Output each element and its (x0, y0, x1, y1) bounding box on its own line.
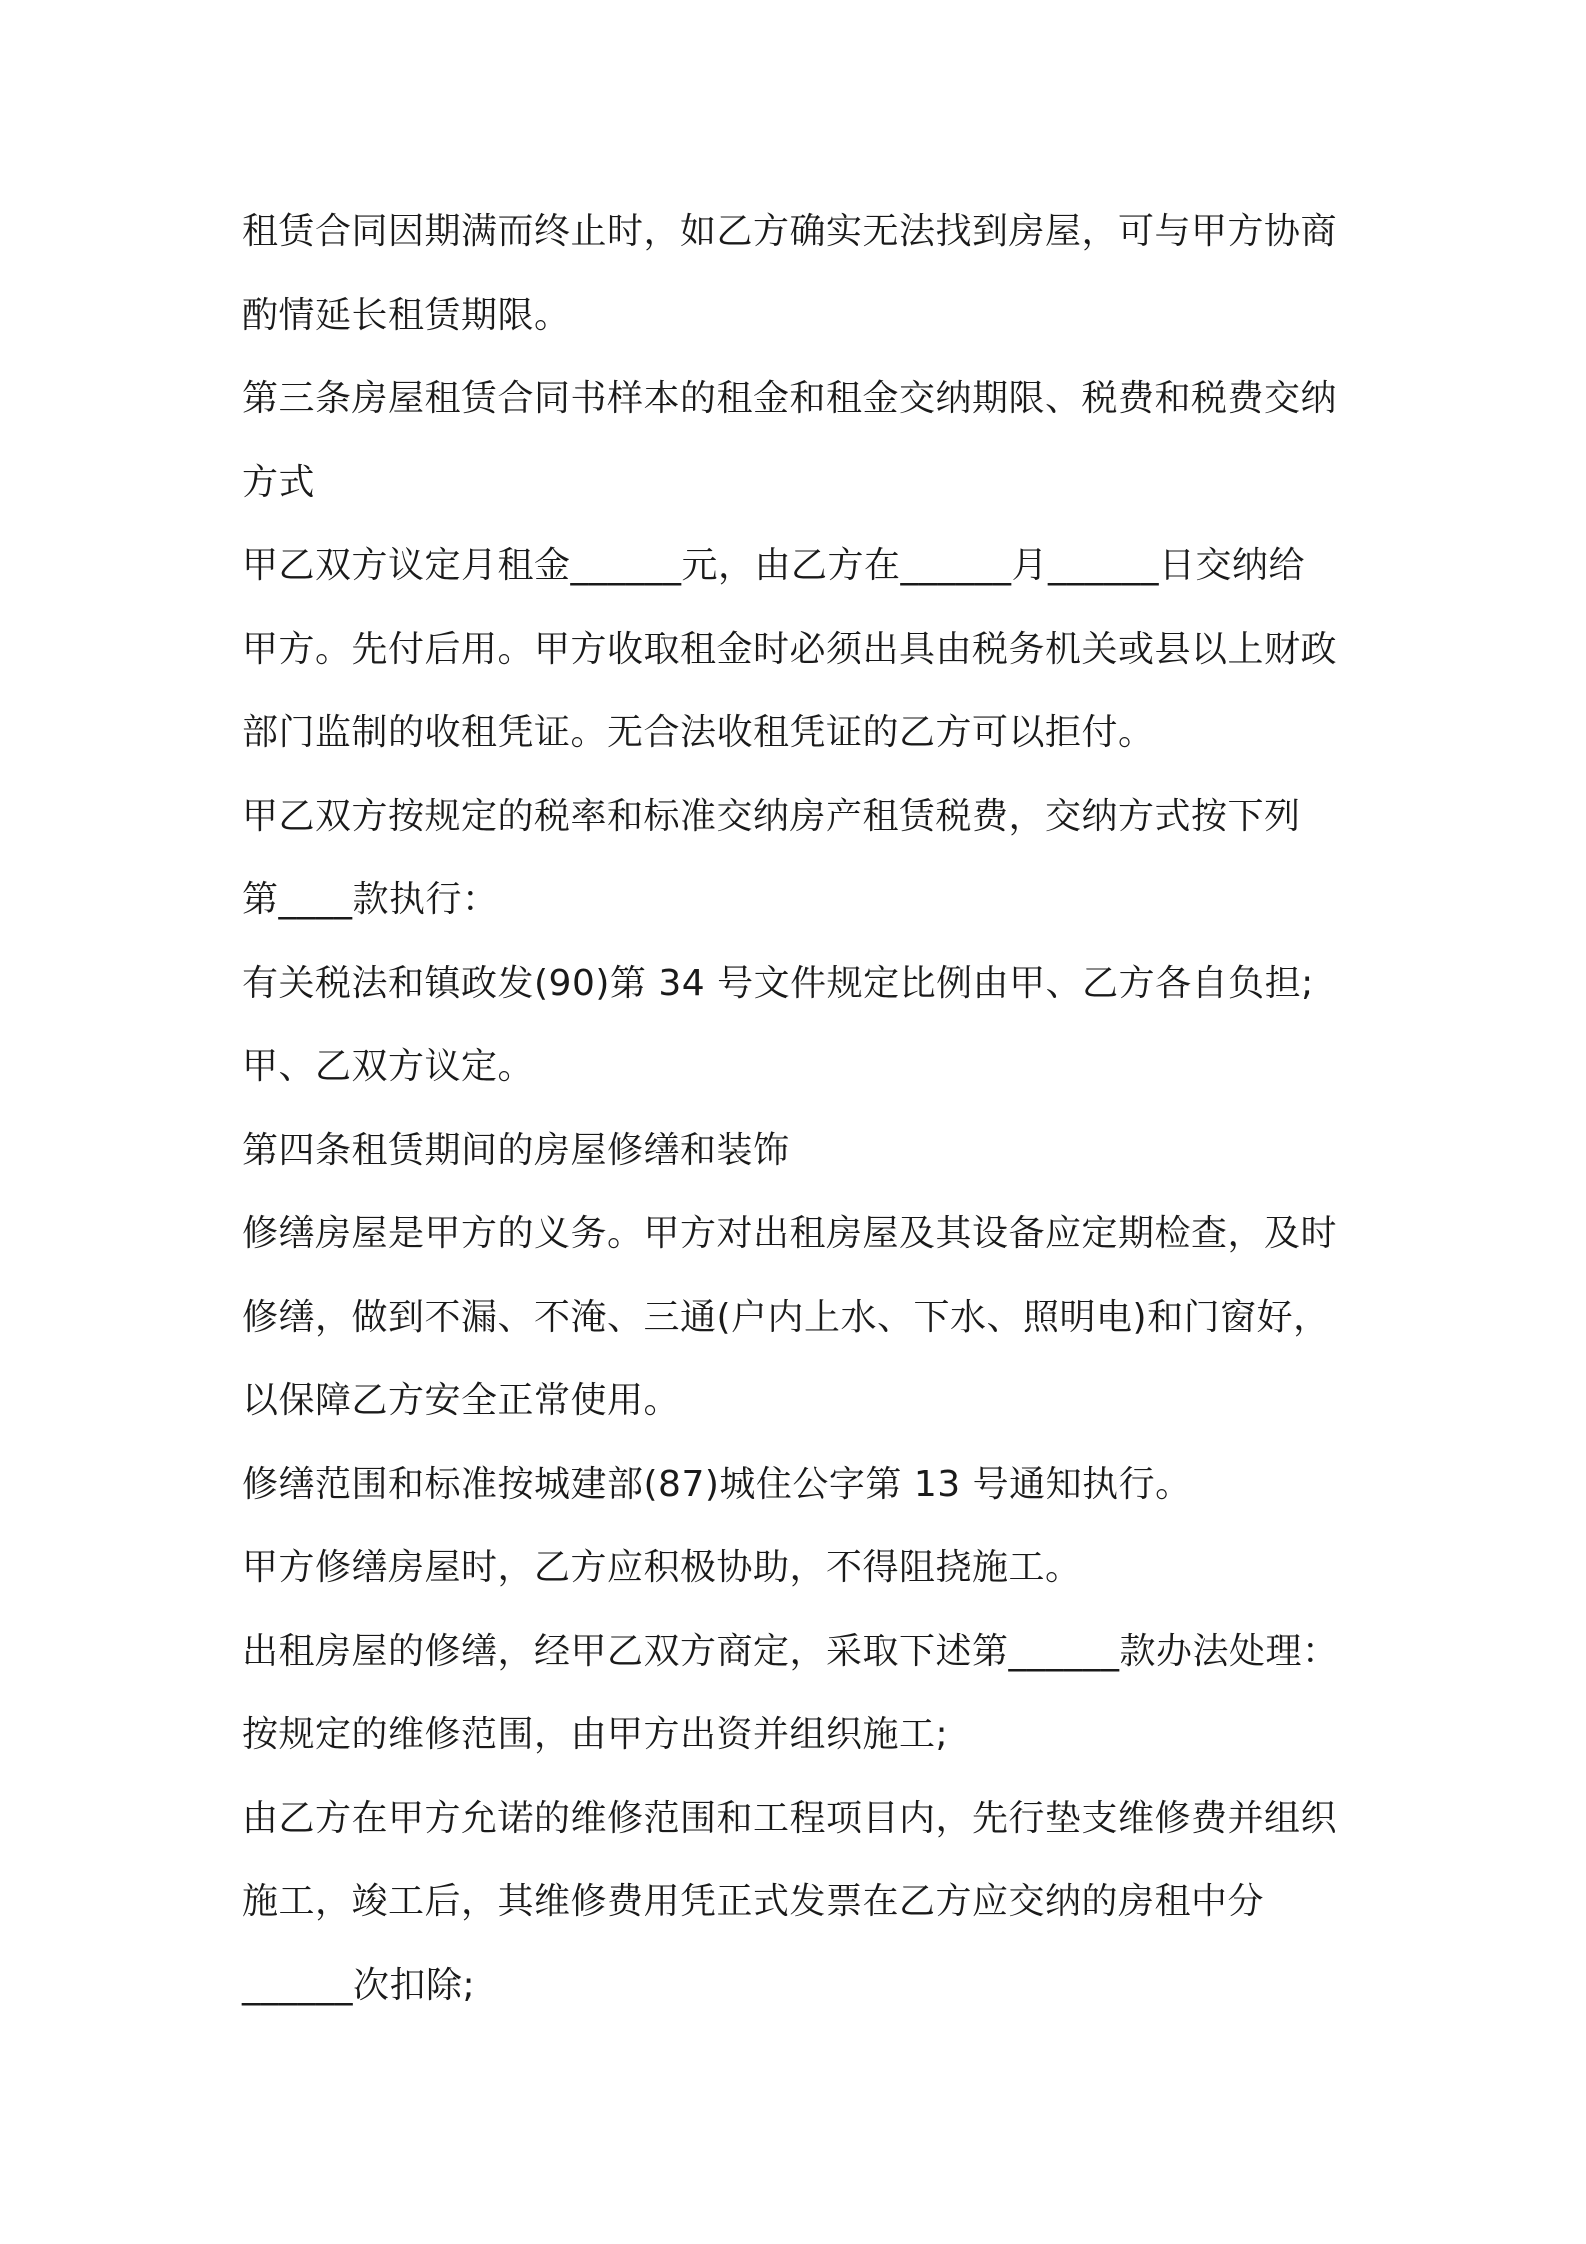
text-line: 施工，竣工后，其维修费用凭正式发票在乙方应交纳的房租中分 (242, 1881, 1265, 1922)
section-heading-line: 方式 (242, 461, 316, 503)
text-line: ______次扣除; (242, 1964, 476, 2006)
section-heading-line: 第四条租赁期间的房屋修缮和装饰 (242, 1129, 790, 1171)
text-line: 甲方修缮房屋时，乙方应积极协助，不得阻挠施工。 (242, 1547, 1082, 1588)
text-line: 由乙方在甲方允诺的维修范围和工程项目内，先行垫支维修费并组织 (242, 1797, 1338, 1839)
section-heading-line: 第三条房屋租赁合同书样本的租金和租金交纳期限、税费和税费交纳 (242, 378, 1338, 419)
text-line: 甲、乙双方议定。 (242, 1046, 535, 1087)
text-line: 甲方。先付后用。甲方收取租金时必须出具由税务机关或县以上财政 (242, 628, 1338, 670)
text-line: 甲乙双方议定月租金______元，由乙方在______月______日交纳给 (242, 545, 1306, 586)
text-line: 修缮房屋是甲方的义务。甲方对出租房屋及其设备应定期检查，及时 (242, 1213, 1338, 1254)
text-line: 租赁合同因期满而终止时，如乙方确实无法找到房屋，可与甲方协商 (242, 211, 1338, 252)
contract-text (242, 190, 1362, 2027)
text-line: 第____款执行： (242, 879, 499, 920)
text-line: 有关税法和镇政发(90)第 34 号文件规定比例由甲、乙方各自负担; (242, 962, 1314, 1004)
text-line: 修缮，做到不漏、不淹、三通(户内上水、下水、照明电)和门窗好， (242, 1296, 1330, 1338)
text-line: 按规定的维修范围，由甲方出资并组织施工; (242, 1714, 949, 1755)
text-line: 修缮范围和标准按城建部(87)城住公字第 13 号通知执行。 (242, 1463, 1192, 1505)
text-line: 部门监制的收租凭证。无合法收租凭证的乙方可以拒付。 (242, 712, 1155, 753)
text-line: 以保障乙方安全正常使用。 (242, 1380, 681, 1421)
text-line: 酌情延长租赁期限。 (242, 294, 571, 336)
text-line: 甲乙双方按规定的税率和标准交纳房产租赁税费，交纳方式按下列 (242, 795, 1301, 837)
text-line: 出租房屋的修缮，经甲乙双方商定，采取下述第______款办法处理： (242, 1630, 1339, 1672)
